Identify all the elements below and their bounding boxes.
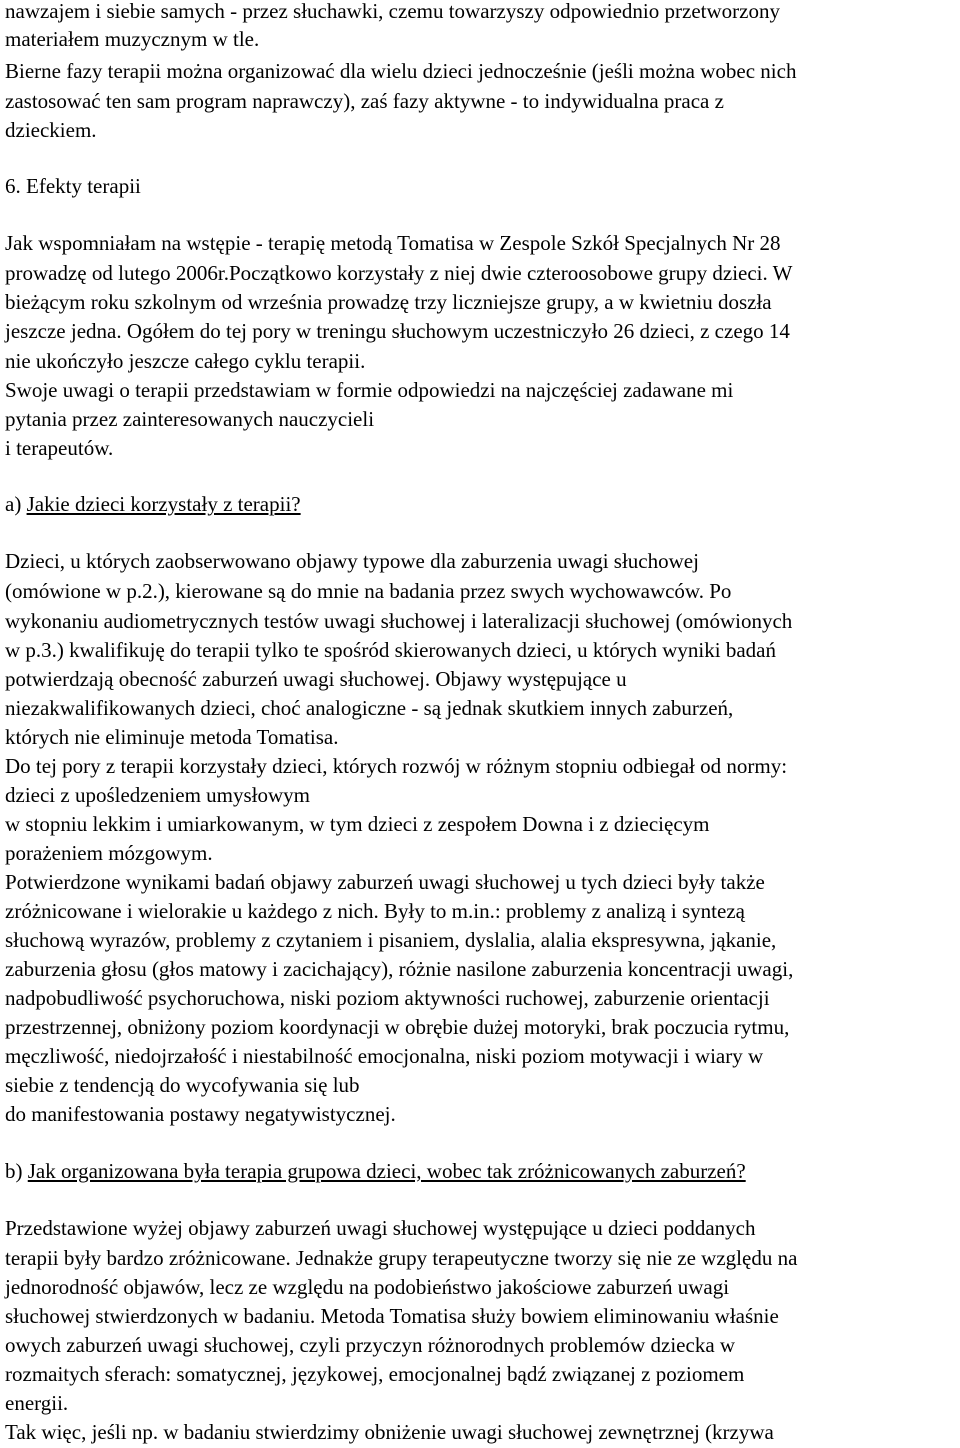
text-line: nadpobudliwość psychoruchowa, niski poziom aktywności ruchowej, zaburzenie orientacji [5,986,770,1010]
text-line: słuchową wyrazów, problemy z czytaniem i pisaniem, dyslalia, alalia ekspresywna, jąkanie, [5,928,777,952]
text-line: energii. [5,1391,69,1415]
text-line: pytania przez zainteresowanych nauczycieli [5,407,375,431]
question-b-text: Jak organizowana była terapia grupowa dzieci, wobec tak zróżnicowanych zaburzeń? [27,1159,746,1183]
text-line: rozmaitych sferach: somatycznej, językowej, emocjonalnej bądź związanej z poziomem [5,1362,745,1386]
text-line: porażeniem mózgowym. [5,841,213,865]
text-line: przestrzennej, obniżony poziom koordynacji w obrębie dużej motoryki, brak poczucia rytmu, [5,1015,790,1039]
text-line: Jak wspomniałam na wstępie - terapię metodą Tomatisa w Zespole Szkół Specjalnych Nr 28 [5,231,781,255]
text-line: potwierdzają obecność zaburzeń uwagi słuchowej. Objawy występujące u [5,667,627,691]
text-line: zastosować ten sam program naprawczy), zaś fazy aktywne - to indywidualna praca z [5,89,724,113]
text-line: jeszcze jedna. Ogółem do tej pory w treningu słuchowym uczestniczyło 26 dzieci, z czego 14 [5,319,790,343]
text-line: męczliwość, niedojrzałość i niestabilność emocjonalna, niski poziom motywacji i wiary w [5,1044,764,1068]
text-line: wykonaniu audiometrycznych testów uwagi słuchowej i lateralizacji słuchowej (omówionych [5,609,793,633]
text-line: zróżnicowane i wielorakie u każdego z nich. Były to m.in.: problemy z analizą i syntezą [5,899,745,923]
text-line: Tak więc, jeśli np. w badaniu stwierdzimy obniżenie uwagi słuchowej zewnętrznej (krzywa [5,1420,774,1444]
text-line: dzieckiem. [5,118,97,142]
text-line: prowadzę od lutego 2006r.Początkowo korzystały z niej dwie czteroosobowe grupy dzieci. W [5,261,793,285]
text-line: Bierne fazy terapii można organizować dla wielu dzieci jednocześnie (jeśli można wobec nich [5,59,797,83]
text-line: Dzieci, u których zaobserwowano objawy typowe dla zaburzenia uwagi słuchowej [5,549,699,573]
text-line: (omówione w p.2.), kierowane są do mnie na badania przez swych wychowawców. Po [5,579,732,603]
text-line: Do tej pory z terapii korzystały dzieci, których rozwój w różnym stopniu odbiegał od normy: [5,754,788,778]
text-line: nawzajem i siebie samych - przez słuchawki, czemu towarzyszy odpowiednio przetworzony [5,0,780,23]
text-line: materiałem muzycznym w tle. [5,27,260,51]
section-heading: 6. Efekty terapii [5,174,141,198]
text-line: w stopniu lekkim i umiarkowanym, w tym dzieci z zespołem Downa i z dziecięcym [5,812,710,836]
text-line: terapii były bardzo zróżnicowane. Jednakże grupy terapeutyczne tworzy się nie ze względu na [5,1246,798,1270]
question-a-prefix: a) [5,492,27,516]
text-line: Swoje uwagi o terapii przedstawiam w formie odpowiedzi na najczęściej zadawane mi [5,378,734,402]
text-line: nie ukończyło jeszcze całego cyklu terapii. [5,349,366,373]
text-line: siebie z tendencją do wycofywania się lub [5,1073,360,1097]
text-line: jednorodność objawów, lecz ze względu na podobieństwo jakościowe zaburzeń uwagi [5,1275,730,1299]
question-b [5,1157,746,1185]
text-line: Potwierdzone wynikami badań objawy zaburzeń uwagi słuchowej u tych dzieci były także [5,870,765,894]
question-b-prefix: b) [5,1159,28,1183]
text-line: w p.3.) kwalifikuję do terapii tylko te spośród skierowanych dzieci, u których wyniki badań [5,638,776,662]
text-line: zaburzenia głosu (głos matowy i zacichający), różnie nasilone zaburzenia koncentracji uwagi, [5,957,794,981]
text-line: i terapeutów. [5,436,114,460]
text-line: Przedstawione wyżej objawy zaburzeń uwagi słuchowej występujące u dzieci poddanych [5,1216,756,1240]
text-line: niezakwalifikowanych dzieci, choć analogiczne - są jednak skutkiem innych zaburzeń, [5,696,734,720]
text-line: do manifestowania postawy negatywistycznej. [5,1102,396,1126]
text-line: słuchowej stwierdzonych w badaniu. Metoda Tomatisa służy bowiem eliminowaniu właśnie [5,1304,779,1328]
text-line: których nie eliminuje metoda Tomatisa. [5,725,339,749]
question-a [5,490,301,518]
text-line: dzieci z upośledzeniem umysłowym [5,783,311,807]
question-a-text: Jakie dzieci korzystały z terapii? [26,492,301,516]
text-line: owych zaburzeń uwagi słuchowej, czyli przyczyn różnorodnych problemów dziecka w [5,1333,736,1357]
text-line: bieżącym roku szkolnym od września prowadzę trzy liczniejsze grupy, a w kwietniu doszła [5,290,772,314]
